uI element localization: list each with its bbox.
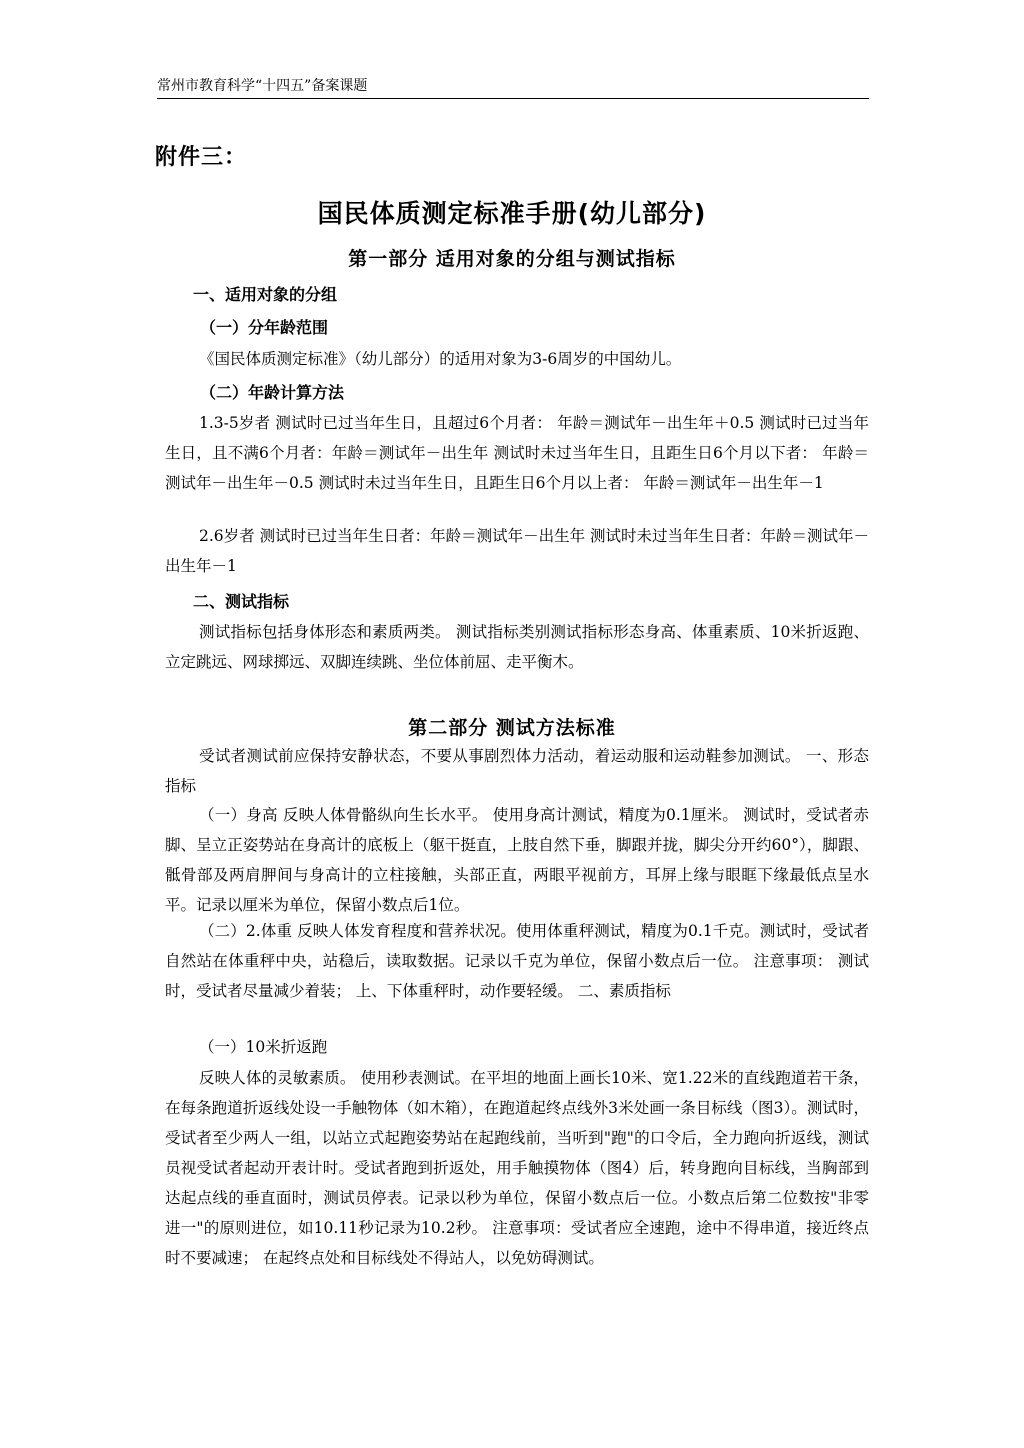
paragraph-age-range: 《国民体质测定标准》（幼儿部分）的适用对象为3-6周岁的中国幼儿。 [199,350,682,368]
paragraph-weight: （二）2.体重 反映人体发育程度和营养状况。使用体重秤测试，精度为0.1千克。测试时，受试者自然站在体重秤中央，站稳后，读取数据。记录以千克为单位，保留小数点后一位。 注意事项： 测试时，受试者尽量减少着装； 上、下体重秤时，动作要轻缓。 二、素质指标 [165,922,869,1000]
section-1-heading: 一、适用对象的分组 [193,285,338,304]
page-header: 常州市教育科学“十四五”备案课题 [157,76,869,99]
paragraph-height: （一）身高 反映人体骨骼纵向生长水平。 使用身高计测试，精度为0.1厘米。 测试时，受试者赤脚、呈立正姿势站在身高计的底板上（躯干挺直，上肢自然下垂，脚跟并拢，脚尖分开约60°），脚跟、骶骨部及两肩胛间与身高计的立柱接触，头部正直，两眼平视前方，耳屏上缘与眼眶下缘最低点呈水平。记录以厘米为单位，保留小数点后1位。 [165,806,869,914]
document-title: 国民体质测定标准手册(幼儿部分) [317,199,707,228]
subsection-age-range: （一）分年龄范围 [200,318,329,337]
part1-heading: 第一部分 适用对象的分组与测试指标 [348,248,676,270]
paragraph-age-calc-2: 2.6岁者 测试时已过当年生日者：年龄＝测试年－出生年 测试时未过当年生日者：年龄＝测试年－出生年－1 [165,527,870,575]
paragraph-age-calc-1: 1.3-5岁者 测试时已过当年生日，且超过6个月者： 年龄＝测试年－出生年＋0.5 测试时已过当年生日，且不满6个月者：年龄＝测试年－出生年 测试时未过当年生日，且距生日6个月以下者： 年龄＝测试年－出生年－0.5 测试时未过当年生日，且距生日6个月以上者： 年龄＝测试年－出生年－1 [165,414,869,492]
paragraph-test-prep: 受试者测试前应保持安静状态，不要从事剧烈体力活动，着运动服和运动鞋参加测试。 一、形态指标 [165,747,869,795]
paragraph-shuttle-run-title: （一）10米折返跑 [199,1038,328,1056]
section-2-heading: 二、测试指标 [193,592,290,611]
attachment-label: 附件三： [155,145,248,170]
paragraph-shuttle-run: 反映人体的灵敏素质。 使用秒表测试。在平坦的地面上画长10米、宽1.22米的直线跑道若干条，在每条跑道折返线处设一手触物体（如木箱），在跑道起终点线外3米处画一条目标线（图3）。测试时，受试者至少两人一组，以站立式起跑姿势站在起跑线前，当听到"跑"的口令后，全力跑向折返线，测试员视受试者起动开表计时。受试者跑到折返处，用手触摸物体（图4）后，转身跑向目标线，当胸部到达起点线的垂直面时，测试员停表。记录以秒为单位，保留小数点后一位。小数点后第二位数按"非零进一"的原则进位，如10.11秒记录为10.2秒。 注意事项：受试者应全速跑，途中不得串道，接近终点时不要减速； 在起终点处和目标线处不得站人，以免妨碍测试。 [165,1069,869,1267]
subsection-age-calc: （二）年龄计算方法 [200,383,345,402]
part2-heading: 第二部分 测试方法标准 [408,717,616,739]
paragraph-test-indicators: 测试指标包括身体形态和素质两类。 测试指标类别测试指标形态身高、体重素质、10米折返跑、立定跳远、网球掷远、双脚连续跳、坐位体前屈、走平衡木。 [165,623,869,671]
